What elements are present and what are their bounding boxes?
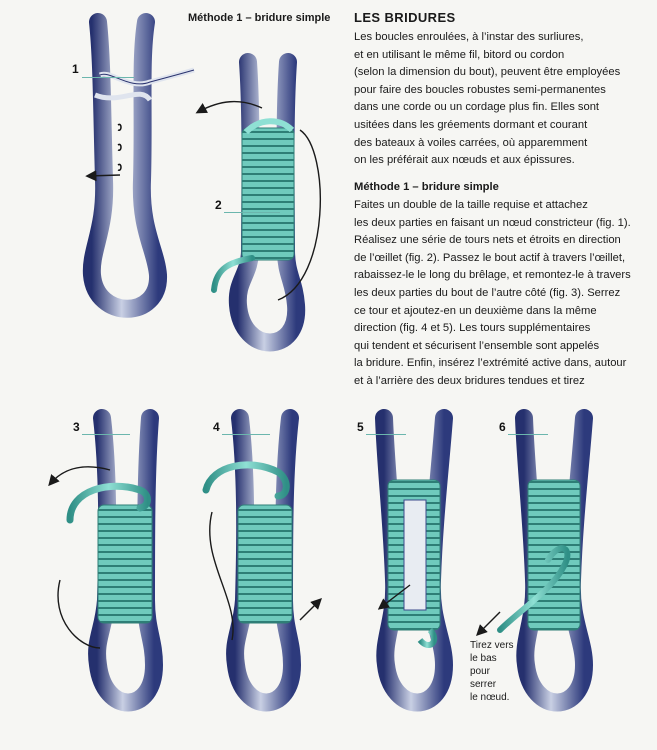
figure-4 <box>206 418 320 703</box>
figure-caption: Méthode 1 – bridure simple <box>188 12 331 24</box>
figure-label-2: 2 <box>215 198 222 212</box>
figure-label-4: 4 <box>213 420 220 434</box>
figure-3 <box>50 418 154 703</box>
figure-leader-line <box>508 434 548 435</box>
method-paragraph: Faites un double de la taille requise et attachez les deux parties en faisant un nœud constricteur (fig. 1). Réalisez une série de tours nets et étroits en direction de l’œillet (fig. 2). Passez le bout actif à travers l’œillet, rabaissez-le le long du brêlage, et remontez-le à travers les deux parties du bout de l’autre côté (fig. 3). Serrez ce tour et ajoutez-en un deuxième dans la même direction (fig. 4 et 5). Les tours supplémentaires qui tendent et sécurisent l’ensemble sont appelés la bridure. Enfin, insérez l’extrémité active dans, autour et à l’arrière des deux bridures tendues et tirez <box>354 199 631 387</box>
method-title: Méthode 1 – bridure simple <box>354 181 499 193</box>
section-heading: LES BRIDURES <box>354 10 456 25</box>
figure-label-5: 5 <box>357 420 364 434</box>
figure-1 <box>88 22 194 309</box>
intro-paragraph: Les boucles enroulées, à l’instar des surliures, et en utilisant le même fil, bitord ou cordon (selon la dimension du bout), peuvent être employées pour faire des boucles robustes semi-permanentes dans une corde ou un cordage plus fin. Elles sont usitées dans les gréements dormant et courant des bateaux à voiles carrées, où apparemment on les préférait aux nœuds et aux épissures. <box>354 31 621 167</box>
figure-label-6: 6 <box>499 420 506 434</box>
figure-leader-line <box>366 434 406 435</box>
figure-leader-line <box>82 77 134 78</box>
figure-leader-line <box>224 212 280 213</box>
figure-leader-line <box>222 434 270 435</box>
figure-leader-line <box>82 434 130 435</box>
figure-label-1: 1 <box>72 62 79 76</box>
figure-6-note: Tirez vers le bas pour serrer le nœud. <box>470 640 514 703</box>
figure-label-3: 3 <box>73 420 80 434</box>
figure-5 <box>380 418 444 703</box>
